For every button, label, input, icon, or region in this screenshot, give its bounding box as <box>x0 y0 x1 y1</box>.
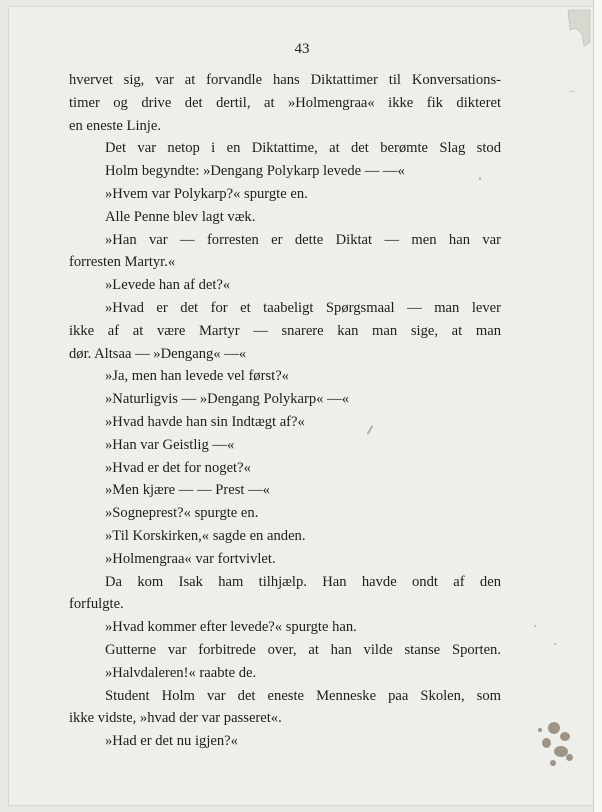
text-line: Gutterne var forbitrede over, at han vilde stanse Sporten. <box>105 641 501 658</box>
text-line: »Men kjære — — Prest —« <box>105 482 270 499</box>
text-line: Holm begyndte: »Dengang Polykarp levede — —« <box>105 163 405 180</box>
text-line: »Halvdaleren!« raabte de. <box>105 664 257 681</box>
paper-speck <box>554 643 556 645</box>
text-line: »Til Korskirken,« sagde en anden. <box>105 527 306 544</box>
text-line: »Han var — forresten er dette Diktat — men han var <box>105 231 501 248</box>
corner-damage <box>564 8 592 48</box>
text-line: Alle Penne blev lagt væk. <box>105 208 256 225</box>
page-edge <box>593 0 602 812</box>
body-text <box>69 69 501 753</box>
text-line: forfulgte. <box>69 596 124 613</box>
paper-speck <box>569 91 575 92</box>
text-line: timer og drive det dertil, at »Holmengraa« ikke fik dikteret <box>69 94 501 111</box>
text-line: forresten Martyr.« <box>69 254 176 271</box>
text-line: »Han var Geistlig —« <box>105 436 235 453</box>
page-number: 43 <box>294 41 310 57</box>
text-line: Det var netop i en Diktattime, at det berømte Slag stod <box>105 140 501 157</box>
text-line: Student Holm var det eneste Menneske paa Skolen, som <box>105 687 501 704</box>
text-line: »Ja, men han levede vel først?« <box>105 368 289 385</box>
paper-speck <box>534 625 536 627</box>
text-line: »Naturligvis — »Dengang Polykarp« —« <box>105 391 350 408</box>
paper-speck <box>479 177 481 180</box>
text-line: »Sogneprest?« spurgte en. <box>105 505 259 522</box>
text-line: »Holmengraa« var fortvivlet. <box>105 550 276 567</box>
text-line: »Hvem var Polykarp?« spurgte en. <box>105 185 308 202</box>
text-line: »Levede han af det?« <box>105 277 231 294</box>
text-line: ikke af at være Martyr — snarere kan man sige, at man <box>69 322 501 339</box>
text-line: »Hvad kommer efter levede?« spurgte han. <box>105 619 357 636</box>
book-page <box>8 6 596 806</box>
text-line: »Had er det nu igjen?« <box>105 733 238 750</box>
text-line: »Hvad er det for et taabeligt Spørgsmaal — man lever <box>105 299 501 316</box>
text-line: hvervet sig, var at forvandle hans Diktattimer til Konversations- <box>69 72 501 88</box>
text-line: en eneste Linje. <box>69 117 161 134</box>
text-line: »Hvad er det for noget?« <box>105 459 251 476</box>
text-line: »Hvad havde han sin Indtægt af?« <box>105 413 305 430</box>
text-line: dør. Altsaa — »Dengang« —« <box>69 345 247 362</box>
text-line: ikke vidste, »hvad der var passeret«. <box>69 710 282 727</box>
text-line: Da kom Isak ham tilhjælp. Han havde ondt af den <box>105 573 501 590</box>
ink-stain <box>534 716 580 772</box>
